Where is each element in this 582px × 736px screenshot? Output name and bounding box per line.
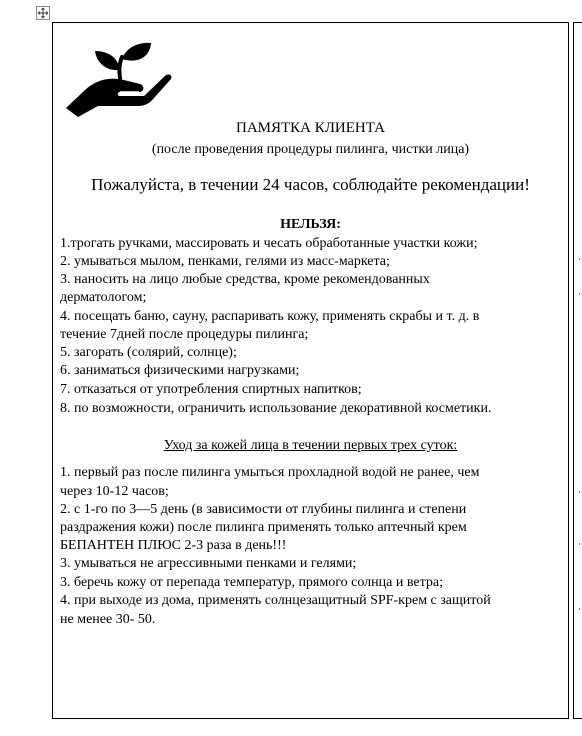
care-item-continuation: не менее 30- 50. [60,612,156,627]
forbidden-item-continuation: дерматологом; [60,290,147,305]
document-subtitle: (после проведения процедуры пилинга, чистки лица) [151,142,470,157]
table-move-handle[interactable] [36,6,50,20]
care-item: 3. умываться не агрессивными пенками и гелями; [60,556,357,571]
care-heading: Уход за кожей лица в течении первых трех суток: [163,438,458,453]
forbidden-item: 1.трогать ручками, массировать и чесать обработанные участки кожи; [60,236,478,251]
forbidden-item: 4. посещать баню, сауну, распаривать кожу, применять скрабы и т. д. в [60,309,480,324]
move-arrows-icon [37,7,49,19]
forbidden-item: 7. отказаться от употребления спиртных напитков; [60,382,362,397]
forbidden-item: 6. заниматься физическими нагрузками; [60,363,300,378]
forbidden-item: 8. по возможности, ограничить использование декоративной косметики. [60,401,492,416]
forbidden-item: 5. загорать (солярий, солнце); [60,345,237,360]
care-item: 1. первый раз после пилинга умыться прохладной водой не ранее, чем [60,465,480,480]
hand-holding-plant-icon [64,40,176,118]
lead-statement: Пожалуйста, в течении 24 часов, соблюдайте рекомендации! [91,175,530,194]
care-item-continuation: БЕПАНТЕН ПЛЮС 2-3 раза в день!!! [60,538,287,553]
document-title: ПАМЯТКА КЛИЕНТА [235,120,385,136]
forbidden-item: 3. наносить на лицо любые средства, кроме рекомендованных [60,272,430,287]
adjacent-table-cell [573,22,582,719]
care-item-continuation: через 10-12 часов; [60,484,169,499]
care-item: 2. с 1-го по 3—5 день (в зависимости от глубины пилинга и степени [60,502,467,517]
care-item: 4. при выходе из дома, применять солнцезащитный SPF-крем с защитой [60,593,491,608]
care-item: 3. беречь кожу от перепада температур, прямого солнца и ветра; [60,575,443,590]
forbidden-item-continuation: течение 7дней после процедуры пилинга; [60,327,309,342]
forbidden-item: 2. умываться мылом, пенками, гелями из масс-маркета; [60,254,390,269]
forbidden-heading: НЕЛЬЗЯ: [280,217,341,232]
care-item-continuation: раздражения кожи) после пилинга применять только аптечный крем [60,520,467,535]
